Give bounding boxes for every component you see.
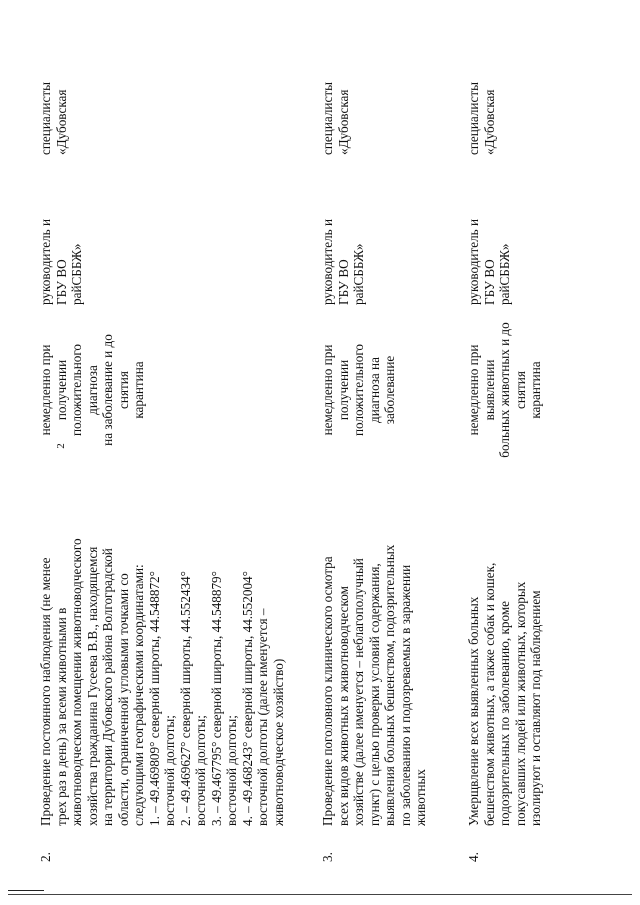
footnote-rule — [8, 890, 44, 891]
executor-text: специалисты «Дубовская — [38, 82, 69, 155]
row-number: 4. — [466, 852, 481, 862]
measure-text: Проведение постоянного наблюдения (не менее трех раз в день) за всеми животными в животноводческом помещении животноводческого хозяйства гражданина Гусеева В.В., находящемся на территории Дубовского района Волгоградской области, ограниченной угловыми точками со следующими географическими координатами: 1. – 49.469809° северной широты, 44.548872° восточной долготы; 2. – 49.469627° северной широты, 44.552434° восточной долготы; 3. – 49.467795° северной широты, 44.548879° восточной долготы; 4. – 49.468243° северной широты, 44.552004° восточной долготы (далее именуется – животноводческое хозяйство) — [38, 538, 286, 826]
measure-text: Проведение поголовного клинического осмотра всех видов животных в животноводческом хозяйстве (далее именуется – неблагополучный пункт) с целью проверки условий содержания, выявления больных бешенством, подозрительных по заболеванию и подозреваемых в заражении животных — [320, 544, 428, 826]
row-number: 3. — [320, 852, 335, 862]
term-text: немедленно при получении положительного диагноза на заболевание и до снятия карантина — [38, 334, 146, 446]
page-number: 2 — [54, 443, 67, 449]
term-text: немедленно при получении положительного диагноза на заболевание — [320, 343, 397, 437]
measure-text: Умерщвление всех выявленных больных бешенством животных, а также собак и кошек, подозрительных по заболеванию, кроме покусавших людей или животных, которых изолируют и оставляют под наблюдением — [466, 562, 543, 826]
executor-text: специалисты «Дубовская — [466, 82, 497, 155]
page-edge-rule — [8, 894, 632, 895]
responsible-text: руководитель и ГБУ ВО райСББЖ» — [320, 218, 366, 305]
responsible-text: руководитель и ГБУ ВО райСББЖ» — [466, 218, 512, 305]
executor-text: специалисты «Дубовская — [320, 82, 351, 155]
row-number: 2. — [38, 852, 53, 862]
measures-table — [20, 15, 620, 890]
responsible-text: руководитель и ГБУ ВО райСББЖ» — [38, 218, 84, 305]
term-text: немедленно при выявлении больных животных и до снятия карантина — [466, 322, 543, 458]
